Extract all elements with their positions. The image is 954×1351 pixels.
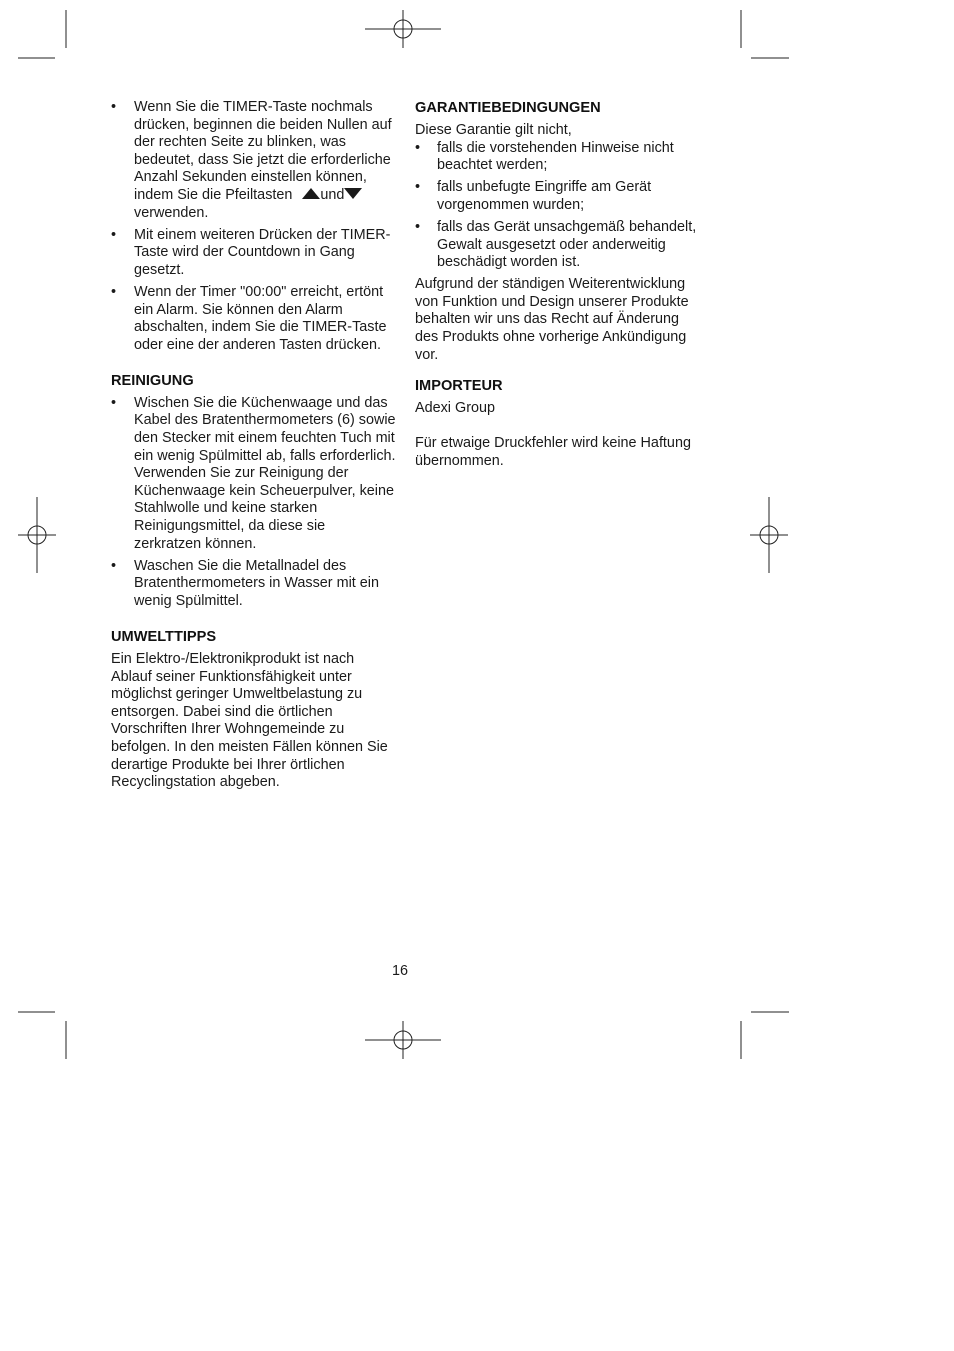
list-item-text: Wischen Sie die Küchenwaage und das Kabel des Bratenthermometers (6) sowie den Stecker mit einem feuchten Tuch mit ein wenig Spülmittel ab, falls erforderlich. Verwenden Sie zur Reinigung der Küchenwaage kein Scheuerpulver, keine Stahlwolle und keine starken Reinigungsmittel, da diese sie zerkratzen können.: [134, 394, 396, 552]
list-item: [111, 99, 396, 222]
registration-mark-right: [750, 497, 788, 573]
spacer: [415, 418, 705, 436]
importeur-name: Adexi Group: [415, 400, 495, 417]
list-item-text: Mit einem weiteren Drücken der TIMER-Taste wird der Countdown in Gang gesetzt.: [134, 226, 391, 278]
section-heading-reinigung: REINIGUNG: [111, 372, 194, 389]
list-item-text: falls das Gerät unsachgemäß behandelt, Gewalt ausgesetzt oder anderweitig beschädigt worden ist.: [437, 218, 697, 271]
list-item: [415, 179, 705, 214]
page-number: 16: [391, 963, 408, 979]
list-item: [415, 140, 705, 175]
list-item: [111, 284, 396, 354]
list-item-text: falls unbefugte Eingriffe am Gerät vorgenommen wurden;: [437, 179, 652, 213]
importeur-disclaimer: Für etwaige Druckfehler wird keine Haftung übernommen.: [415, 435, 691, 469]
registration-mark-top: [365, 10, 441, 48]
garantie-text: Aufgrund der ständigen Weiterentwicklung von Funktion und Design unserer Produkte behalten wir uns das Recht auf Änderung des Produkts ohne vorherige Ankündigung vor.: [415, 276, 689, 363]
umwelttipps-text: Ein Elektro-/Elektronikprodukt ist nach Ablauf seiner Funktionsfähigkeit unter möglichst geringer Umweltbelastung zu entsorgen. Dabei sind die örtlichen Vorschriften Ihrer Wohngemeinde zu befolgen. In den meisten Fällen können Sie derartige Produkte bei Ihrer örtlichen Recyclingstation abgeben.: [111, 650, 388, 791]
arrow-suffix: verwenden.: [134, 204, 209, 221]
registration-mark-bottom: [365, 1021, 441, 1059]
garantie-intro: Diese Garantie gilt nicht,: [415, 122, 572, 138]
bullet: •: [111, 99, 117, 115]
garantie-list: [415, 140, 705, 272]
bullet: •: [111, 283, 117, 300]
list-item: [111, 395, 396, 553]
right-column: [415, 99, 705, 471]
list-item: [111, 558, 396, 611]
left-column: [111, 99, 396, 792]
list-item-text: Wenn Sie die TIMER-Taste nochmals drücken, beginnen die beiden Nullen auf der rechten Seite zu blinken, was bedeutet, dass Sie jetzt die erforderliche Anzahl Sekunden einstellen können, indem Sie die Pfeiltasten: [134, 99, 392, 203]
bullet: •: [111, 394, 117, 411]
list-item-text: Wenn der Timer "00:00" erreicht, ertönt ein Alarm. Sie können den Alarm abschalten, indem Sie die TIMER-Taste oder eine der anderen Tasten drücken.: [134, 283, 387, 353]
section-heading-garantiebedingungen: GARANTIEBEDINGUNGEN: [415, 100, 601, 116]
list-item-text: Waschen Sie die Metallnadel des Bratenthermometers in Wasser mit ein wenig Spülmittel.: [134, 557, 379, 609]
section-heading-importeur: IMPORTEUR: [415, 378, 503, 395]
registration-mark-left: [18, 497, 56, 573]
bullet: •: [111, 557, 117, 574]
arrow-connector: und: [320, 186, 345, 203]
reinigung-list: [111, 395, 396, 611]
list-item-text: falls die vorstehenden Hinweise nicht beachtet werden;: [437, 139, 674, 174]
bullet: •: [415, 179, 421, 196]
bullet: •: [415, 218, 421, 235]
bullet: •: [415, 139, 421, 156]
bullet: •: [111, 226, 117, 243]
section-heading-umwelttipps: UMWELTTIPPS: [111, 628, 217, 645]
arrow-down-icon: [344, 188, 362, 199]
list-item: [111, 227, 396, 280]
list-item: [415, 219, 705, 272]
arrow-up-icon: [302, 188, 320, 199]
timer-instructions-list: [111, 99, 396, 354]
